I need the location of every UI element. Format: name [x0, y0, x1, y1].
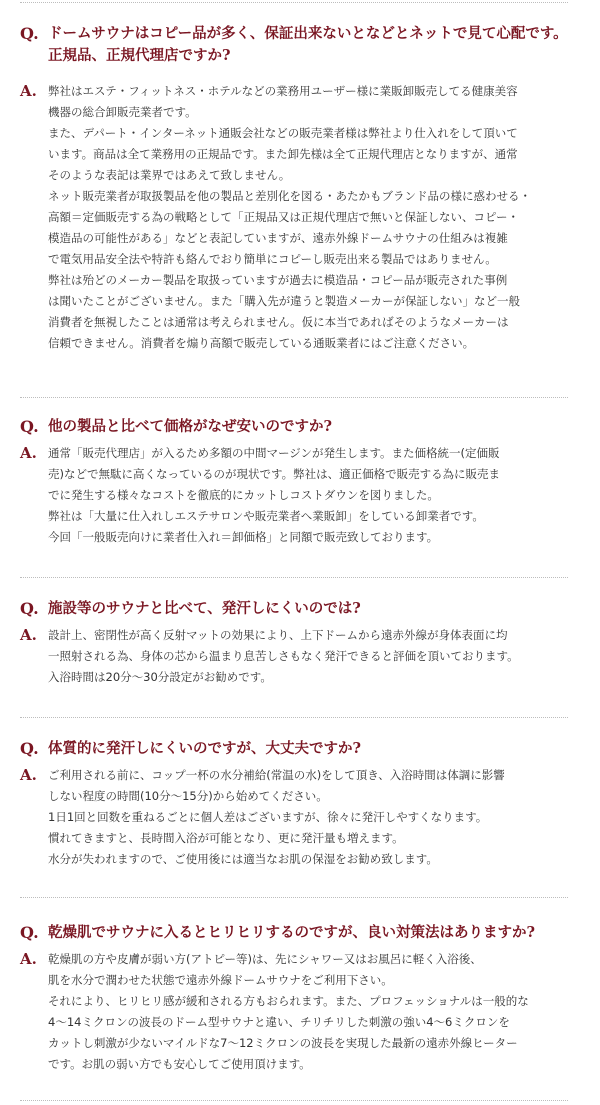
answer-line: です。お肌の弱い方でも安心してご使用頂けます。: [48, 1057, 311, 1071]
question-text: [48, 416, 580, 438]
answer-line: 通常「販売代理店」が入るため多額の中間マージンが発生します。また価格統一(定価販: [48, 446, 500, 460]
answer-line: 水分が失われますので、ご使用後には適当なお肌の保湿をお勧め致します。: [48, 852, 438, 866]
question-line: 施設等のサウナと比べて、発汗しにくいのでは?: [48, 600, 361, 617]
answer-mark: A.: [20, 766, 37, 784]
answer-line: ネット販売業者が取扱製品を他の製品と差別化を図る・あたかもブランド品の様に惑わせる・: [48, 189, 531, 203]
answer-line: それにより、ヒリヒリ感が緩和される方もおられます。また、プロフェッショナルは一般的な: [48, 994, 529, 1008]
question-mark: Q.: [20, 739, 39, 758]
answer-line: 弊社はエステ・フィットネス・ホテルなどの業務用ユーザー様に業販卸販売してる健康美容: [48, 84, 518, 98]
answer-line: 1日1回と回数を重ねるごとに個人差はございますが、徐々に発汗しやすくなります。: [48, 810, 488, 824]
answer-line: でに発生する様々なコストを徹底的にカットしコストダウンを図りました。: [48, 488, 439, 502]
answer-line: 慣れてきますと、長時間入浴が可能となり、更に発汗量も増えます。: [48, 831, 404, 845]
faq-answer: [20, 625, 580, 688]
answer-line: で電気用品安全法や特許も絡んでおり簡単にコピーし販売出来る製品ではありません。: [48, 252, 497, 266]
answer-line: は聞いたことがございません。また「購入先が違うと製造メーカーが保証しない」など一般: [48, 294, 520, 308]
answer-line: しない程度の時間(10分～15分)から始めてください。: [48, 789, 328, 803]
faq-separator: [20, 717, 568, 718]
answer-line: 今回「一般販売向けに業者仕入れ＝卸価格」と同額で販売致しております。: [48, 530, 439, 544]
answer-line: 入浴時間は20分～30分設定がお勧めです。: [48, 670, 272, 684]
answer-line: そのような表記は業界ではあえて致しません。: [48, 168, 291, 182]
answer-text: [48, 949, 580, 1075]
faq-question: [20, 416, 580, 438]
question-line: 他の製品と比べて価格がなぜ安いのですか?: [48, 418, 332, 435]
answer-line: 信頼できません。消費者を煽り高額で販売している通販業者にはご注意ください。: [48, 336, 475, 350]
faq-question: [20, 598, 580, 620]
question-mark: Q.: [20, 599, 39, 618]
answer-line: います。商品は全て業務用の正規品です。また卸先様は全て正規代理店となりますが、通常: [48, 147, 518, 161]
question-line: 正規品、正規代理店ですか?: [48, 47, 231, 64]
answer-line: 4～14ミクロンの波長のドーム型サウナと違い、チリチリした刺激の強い4～6ミクロンを: [48, 1015, 510, 1029]
answer-line: ご利用される前に、コップ一杯の水分補給(常温の水)をして頂き、入浴時間は体調に影響: [48, 768, 505, 782]
answer-line: 弊社は殆どのメーカー製品を取扱っていますが過去に模造品・コピー品が販売された事例: [48, 273, 508, 287]
answer-line: 売)などで無駄に高くなっているのが現状です。弊社は、適正価格で販売する為に販売ま: [48, 467, 501, 481]
answer-mark: A.: [20, 82, 37, 100]
faq-answer: [20, 765, 580, 870]
answer-mark: A.: [20, 950, 37, 968]
answer-text: [48, 81, 580, 354]
question-line: 乾燥肌でサウナに入るとヒリヒリするのですが、良い対策法はありますか?: [48, 924, 535, 941]
answer-line: 設計上、密閉性が高く反射マットの効果により、上下ドームから遠赤外線が身体表面に均: [48, 628, 508, 642]
answer-mark: A.: [20, 444, 37, 462]
question-mark: Q.: [20, 417, 39, 436]
faq-answer: [20, 443, 580, 548]
answer-line: 肌を水分で潤わせた状態で遠赤外線ドームサウナをご利用下さい。: [48, 973, 393, 987]
faq-separator: [20, 1100, 568, 1101]
answer-line: また、デパート・インターネット通販会社などの販売業者様は弊社より仕入れをして頂いて: [48, 126, 518, 140]
faq-question: [20, 23, 580, 67]
answer-line: 機器の総合卸販売業者です。: [48, 105, 197, 119]
faq-separator: [20, 577, 568, 578]
question-mark: Q.: [20, 24, 39, 43]
answer-line: 模造品の可能性がある」などと表記していますが、遠赤外線ドームサウナの仕組みは複雑: [48, 231, 508, 245]
answer-text: [48, 625, 580, 688]
faq-answer: [20, 81, 580, 354]
question-text: [48, 598, 580, 620]
faq-question: [20, 738, 580, 760]
question-text: [48, 23, 580, 67]
answer-line: 消費者を無視したことは通常は考えられません。仮に本当であればそのようなメーカーは: [48, 315, 509, 329]
answer-line: カットし刺激が少ないマイルドな7～12ミクロンの波長を実現した最新の遠赤外線ヒーター: [48, 1036, 518, 1050]
question-mark: Q.: [20, 923, 39, 942]
answer-line: 高額＝定価販売する為の戦略として「正規品又は正規代理店で無いと保証しない、コピー・: [48, 210, 520, 224]
answer-text: [48, 765, 580, 870]
question-line: 体質的に発汗しにくいのですが、大丈夫ですか?: [48, 740, 361, 757]
faq-answer: [20, 949, 580, 1075]
question-text: [48, 738, 580, 760]
answer-line: 一照射される為、身体の芯から温まり息苦しさもなく発汗できると評価を頂いております。: [48, 649, 519, 663]
question-line: ドームサウナはコピー品が多く、保証出来ないとなどとネットで見て心配です。: [48, 25, 568, 42]
answer-line: 弊社は「大量に仕入れしエステサロンや販売業者へ業販卸」をしている卸業者です。: [48, 509, 484, 523]
answer-line: 乾燥肌の方や皮膚が弱い方(アトピー等)は、先にシャワー又はお風呂に軽く入浴後、: [48, 952, 482, 966]
faq-question: [20, 922, 580, 944]
faq-separator: [20, 397, 568, 398]
faq-separator: [20, 2, 568, 3]
faq-separator: [20, 897, 568, 898]
answer-text: [48, 443, 580, 548]
question-text: [48, 922, 580, 944]
answer-mark: A.: [20, 626, 37, 644]
